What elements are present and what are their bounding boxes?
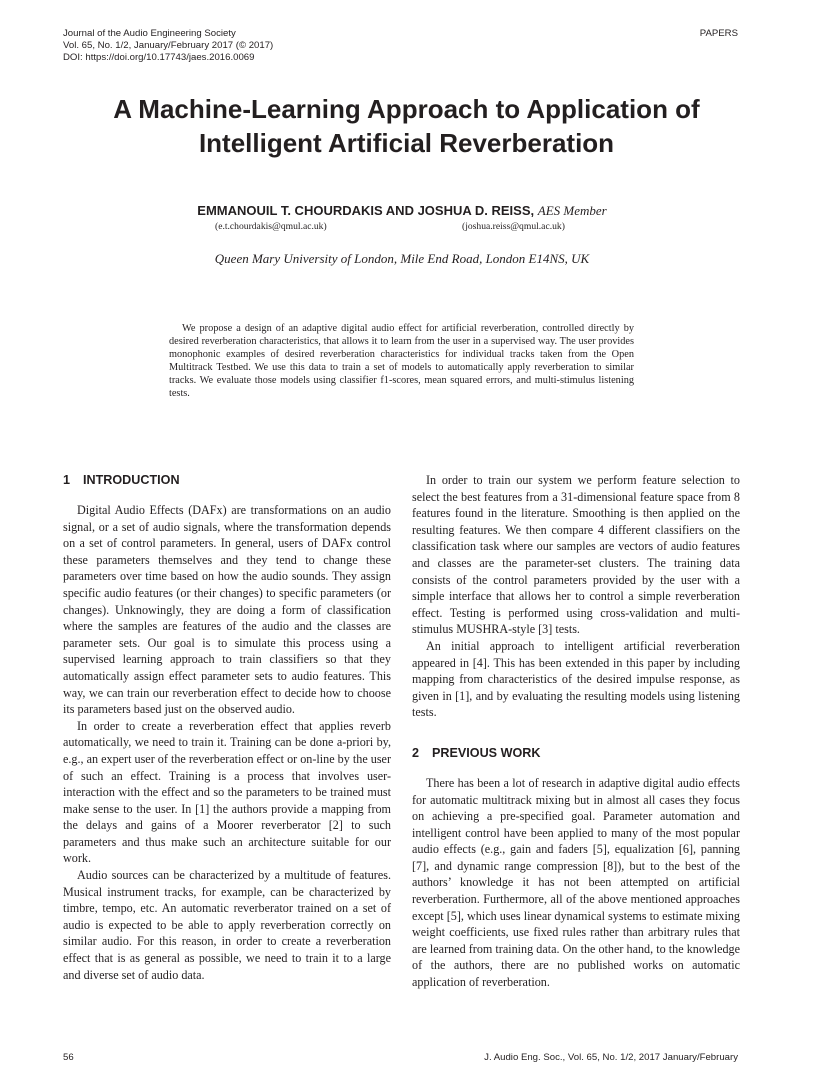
abstract: We propose a design of an adaptive digital audio effect for artificial reverberation, controlled directly by desired reverberation characteristics, that allows it to learn from the user in a supervised way. The user provides monophonic examples of desired reverberation characteristics for individual tracks taken from the Open Multitrack Testbed. We use this data to train a set of models to automatically apply reverberation to similar tracks. We evaluate those models using classifier f1-scores, mean squared errors, and multi-stimulus listening tests. — [169, 323, 634, 400]
intro-paragraph-3: Audio sources can be characterized by a multitude of features. Musical instrument tracks, for example, can be characterized by timbre, tempo, etc. An automatic reverberator trained on a set of audio is expected to be able to apply reverberation correctly on similar audio. For this reason, in order to create a reverberation effect that is as general as possible, we need to train it to a large and diverse set of audio data. — [63, 868, 391, 982]
journal-volume: Vol. 65, No. 1/2, January/February 2017 (© 2017) — [63, 40, 274, 51]
page-number: 56 — [63, 1052, 74, 1063]
author-names: EMMANOUIL T. CHOURDAKIS AND JOSHUA D. REISS, — [197, 203, 535, 218]
journal-header — [63, 28, 273, 64]
affiliation: Queen Mary University of London, Mile End Road, London E14NS, UK — [214, 251, 590, 266]
intro-paragraph-5: An initial approach to intelligent artificial reverberation appeared in [4]. This has been extended in this paper by including mapping from characteristics of the desired impulse response, as given in [1], and by evaluating the resulting models using listening tests. — [412, 638, 740, 720]
section-tag: PAPERS — [699, 28, 738, 39]
paper-title-line-1: A Machine-Learning Approach to Application of — [113, 94, 700, 124]
intro-paragraph-4: In order to train our system we perform feature selection to select the best features from a 31-dimensional feature space from 8 features found in the literature. Smoothing is then applied on the resulting features. We then compare 4 different classifiers on the classification task where our samples are vectors of audio features and classes are the parameter-set clusters. The training data consists of the control parameters provided by the user with a simple interface that allows her to control a simple reverberation effect. Testing is performed using cross-validation and multi-stimulus MUSHRA-style [3] tests. — [412, 473, 740, 637]
paper-title — [0, 92, 813, 160]
section-heading-introduction — [63, 472, 391, 488]
author-email-2: (joshua.reiss@qmul.ac.uk) — [462, 221, 565, 232]
journal-name: Journal of the Audio Engineering Society — [63, 28, 236, 39]
journal-doi[interactable]: DOI: https://doi.org/10.17743/jaes.2016.0069 — [63, 52, 255, 63]
previous-work-paragraph-1: There has been a lot of research in adaptive digital audio effects for automatic multitrack mixing but in almost all cases they focus on achieving a pre-specified goal. Parameter automation and intelligent control have been applied to many of the most popular audio effects (e.g., gain and faders [5], equalization [6], panning [7], and dynamic range compression [8]), but to the best of the authors’ knowledge it has not been attempted on artificial reverberation. Furthermore, all of the above mentioned approaches except [5], which uses linear dynamical systems to estimate mixing weight coefficients, use fixed rules rather than arbitrary rules that are learned from training data. On the other hand, to the knowledge of the authors, there are no published works on automatic application of reverberation. — [412, 775, 740, 990]
section-title: INTRODUCTION — [83, 473, 180, 487]
intro-paragraph-2: In order to create a reverberation effect that applies reverb automatically, we need to train it. Training can be done a-priori by, e.g., an expert user of the reverberation effect or on-line by the user of such an effect. Training is a process that involves user-interaction with the effect and so the parameters to be trained must make sense to the user. In [1] the authors provide a mapping from the delays and gains of a Moorer reverberator [2] to such parameters and thus make such an architecture suitable for our work. — [63, 718, 391, 866]
left-column — [63, 472, 391, 983]
right-column — [412, 472, 740, 991]
section-heading-previous-work — [412, 745, 740, 761]
intro-paragraph-1: Digital Audio Effects (DAFx) are transformations on an audio signal, or a set of audio signals, where the transformation depends on a set of control parameters. In general, users of DAFx control these parameters themselves and they tend to change these parameters over time based on how the audio sounds. They assign specific audio features (or their changes) to specific parameters (or changes). Unknowingly, they are doing a form of classification where the samples are features of the audio and the classes are parameter sets. Our goal is to simulate this process using a supervised learning approach to train classifiers so that they automatically assign effect parameter sets to audio features. This way, we can train our reverberation effect to decide how to choose its parameters based just on the observed audio. — [63, 503, 391, 717]
footer-citation: J. Audio Eng. Soc., Vol. 65, No. 1/2, 2017 January/February — [484, 1052, 738, 1063]
section-number: 2 — [412, 745, 420, 760]
section-title: PREVIOUS WORK — [432, 745, 541, 760]
author-email-1: (e.t.chourdakis@qmul.ac.uk) — [215, 221, 327, 232]
author-line — [0, 203, 804, 219]
section-number: 1 — [63, 473, 71, 487]
paper-title-line-2: Intelligent Artificial Reverberation — [198, 128, 615, 158]
author-membership: AES Member — [537, 203, 607, 218]
